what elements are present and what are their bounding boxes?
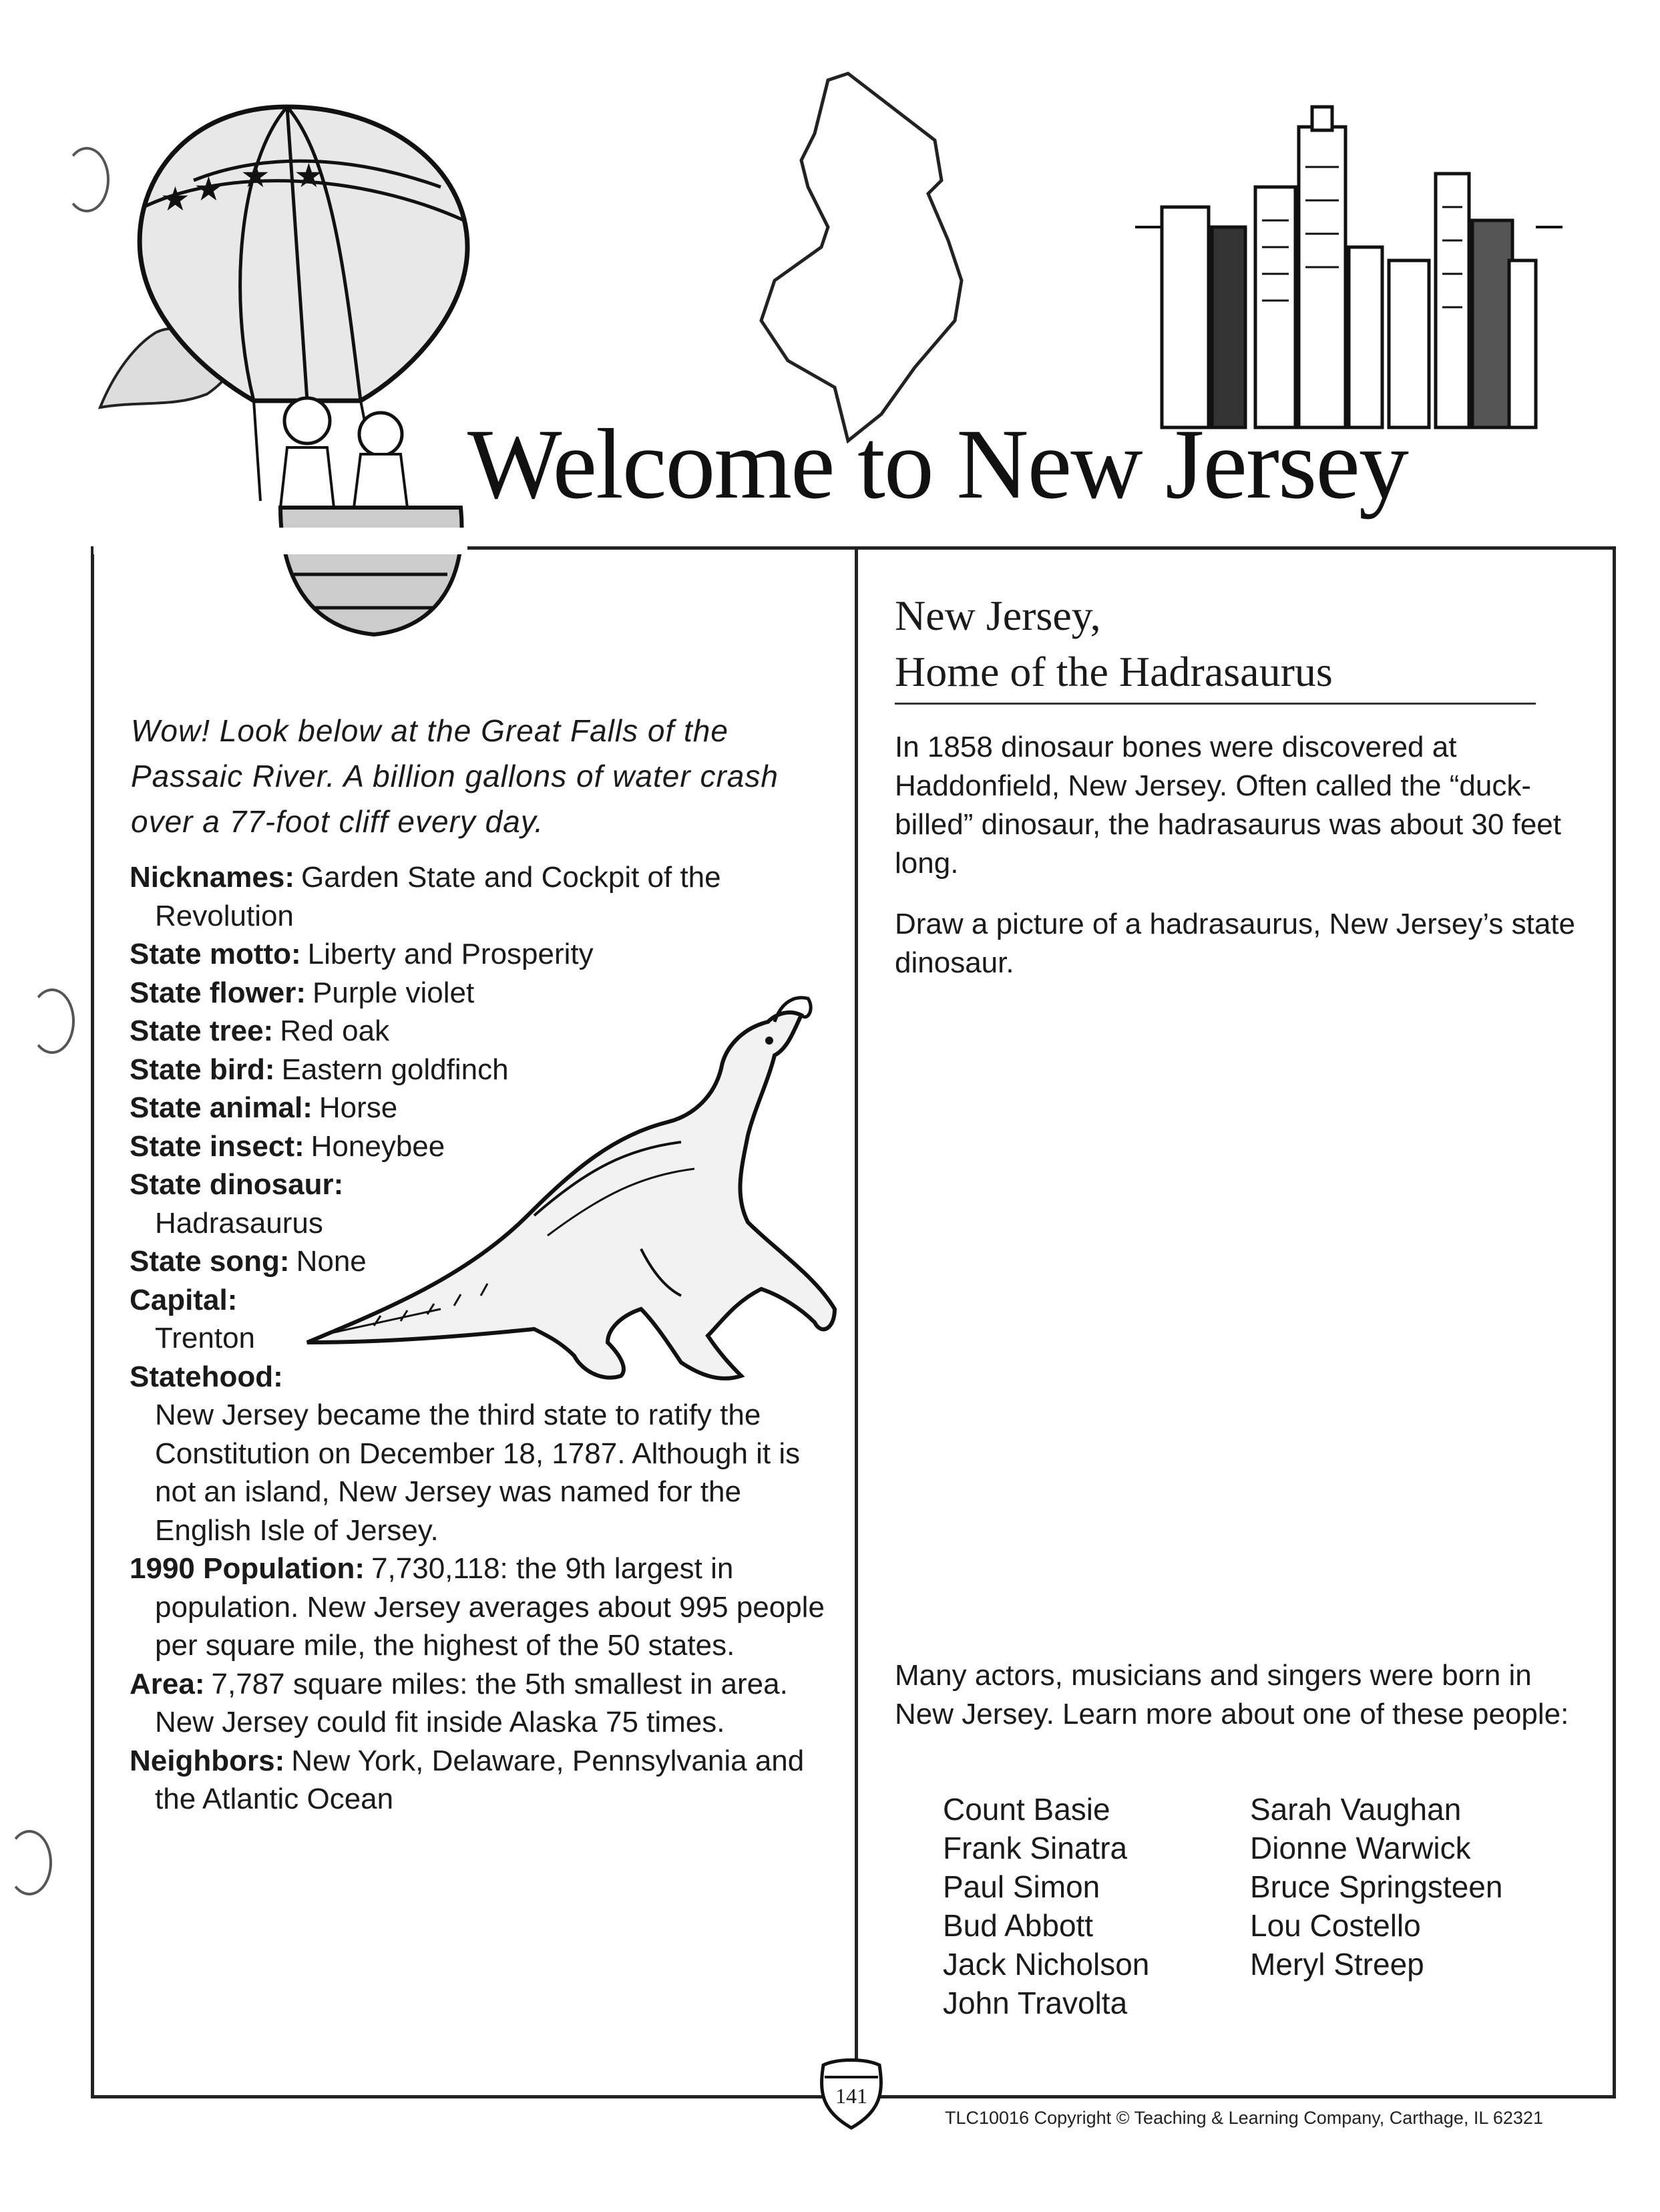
person-name: John Travolta [943,1986,1128,2020]
person-name: Meryl Streep [1250,1947,1424,1982]
person-name: Dionne Warwick [1250,1831,1471,1865]
binder-hole [29,988,75,1054]
fact-value: 7,787 square miles: the 5th smallest in area. New Jersey could fit inside Alaska 75 times. [155,1667,788,1738]
person-name: Paul Simon [943,1869,1100,1904]
fact-label: Nicknames: [130,861,295,894]
right-section-title [895,588,1333,700]
svg-text:★: ★ [160,180,190,218]
fact-value: 7,730,118: the 9th largest in population. New Jersey averages about 995 people per square mile, the highest of the 50 states. [155,1552,825,1662]
city-skyline-icon [1135,100,1563,427]
fact-value: Trenton [155,1322,256,1354]
fact-value: New Jersey became the third state to ratify the Constitution on December 18, 1787. Although it is not an island, New Jersey was named for the English Isle of Jersey. [155,1399,801,1547]
fact-value: Red oak [280,1015,390,1047]
fact-label: State motto: [130,938,301,970]
fact-motto [130,935,844,974]
fact-label: Statehood: [130,1360,283,1393]
fact-label: State song: [130,1245,290,1278]
fact-value: None [296,1245,367,1278]
right-title-line-1: New Jersey, [895,592,1101,639]
svg-text:★: ★ [294,157,324,194]
binder-hole [7,1830,52,1895]
fact-label: Capital: [130,1283,238,1316]
fact-population [130,1549,844,1665]
person-name: Bruce Springsteen [1250,1869,1503,1904]
fact-label: Area: [130,1667,205,1700]
person-name: Bud Abbott [943,1908,1094,1943]
column-divider [855,546,858,2098]
title-underline [895,703,1536,705]
people-list-left [943,1790,1149,2022]
drawing-area[interactable] [895,995,1589,1636]
frame-gap [93,528,467,554]
fact-nicknames [130,858,844,935]
fact-value: Liberty and Prosperity [307,938,594,970]
hadrasaurus-paragraph: In 1858 dinosaur bones were discovered at Haddonfield, New Jersey. Often called the “duck-billed” dinosaur, the hadrasaurus was about 30 feet long. [895,731,1561,880]
people-list-right [1250,1790,1502,1984]
page-title: Welcome to New Jersey [467,409,1408,520]
fact-value: Hadrasaurus [155,1206,323,1240]
intro-text: Wow! Look below at the Great Falls of the Passaic River. A billion gallons of water crash over a 77-foot cliff every day. [131,713,779,839]
hadrasaurus-icon [307,995,841,1396]
person-name: Jack Nicholson [943,1947,1150,1982]
page-number-badge [818,2057,885,2131]
person-name: Count Basie [943,1792,1110,1827]
fact-value: Horse [319,1091,398,1124]
person-name: Sarah Vaughan [1250,1792,1462,1827]
fact-value: Honeybee [310,1129,445,1163]
page-number: 141 [835,2084,867,2108]
fact-value: New York, Delaware, Pennsylvania and the Atlantic Ocean [155,1744,805,1815]
svg-text:★: ★ [240,157,270,194]
draw-prompt: Draw a picture of a hadrasaurus, New Jersey’s state dinosaur. [895,908,1575,979]
fact-neighbors [130,1742,844,1819]
fact-value: Garden State and Cockpit of the Revolution [155,861,721,932]
copyright-footer: TLC10016 Copyright © Teaching & Learning Company, Carthage, IL 62321 [945,2108,1543,2128]
fact-label: 1990 Population: [130,1552,365,1585]
fact-label: State flower: [130,976,306,1009]
fact-label: State bird: [130,1053,275,1086]
fact-label: State animal: [130,1091,313,1124]
famous-people-intro: Many actors, musicians and singers were born in New Jersey. Learn more about one of these people: [895,1659,1569,1730]
person-name: Frank Sinatra [943,1831,1128,1865]
fact-value: Eastern goldfinch [281,1053,509,1086]
fact-area [130,1665,844,1742]
fact-label: State insect: [130,1129,304,1163]
fact-label: State tree: [130,1015,274,1047]
fact-value: Purple violet [313,976,475,1009]
svg-text:★: ★ [194,170,224,208]
person-name: Lou Costello [1250,1908,1421,1943]
right-title-line-2: Home of the Hadrasaurus [895,648,1333,695]
fact-label: State dinosaur: [130,1168,344,1201]
fact-label: Neighbors: [130,1744,285,1777]
new-jersey-map-icon [748,67,962,441]
